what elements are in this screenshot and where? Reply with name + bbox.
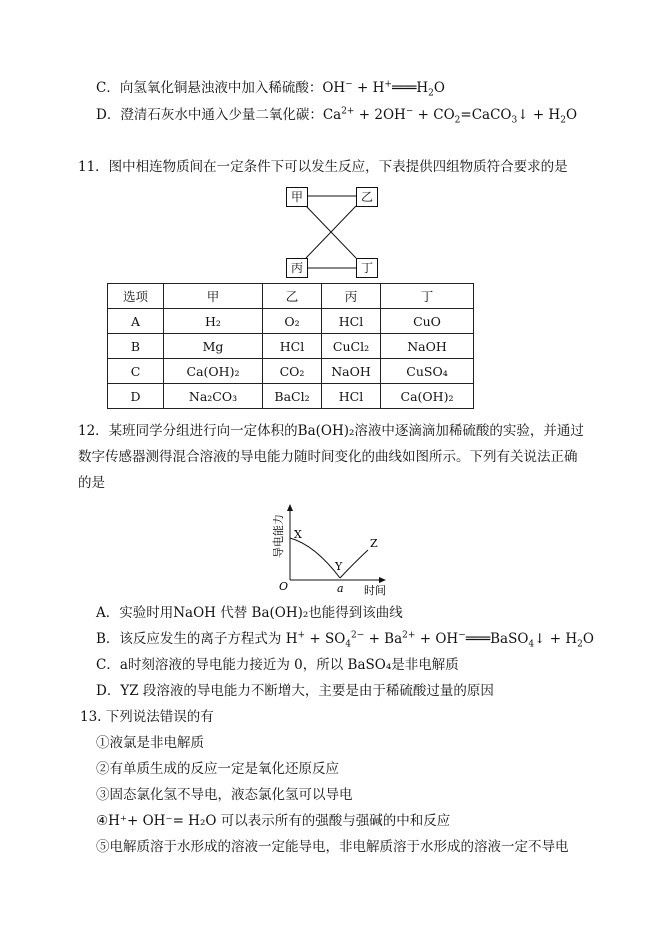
table-row [108, 384, 474, 409]
x-axis-label: 时间 [364, 584, 386, 597]
table-cell: CO₂ [263, 359, 322, 384]
label-z: Z [370, 537, 378, 550]
q11-stem: 11．图中相连物质间在一定条件下可以发生反应，下表提供四组物质符合要求的是 [78, 159, 568, 175]
q13-item-5: ⑤电解质溶于水形成的溶液一定能导电，非电解质溶于水形成的溶液一定不导电 [96, 839, 569, 855]
label-a: a [337, 582, 344, 595]
x-axis-arrow [379, 577, 386, 583]
node-bing: 丙 [286, 258, 308, 278]
table-cell: Ca(OH)₂ [381, 384, 474, 409]
table-cell: Ca(OH)₂ [164, 359, 263, 384]
table-cell: NaOH [381, 334, 474, 359]
q13-stem: 13. 下列说法错误的有 [80, 709, 214, 725]
table-row [108, 309, 474, 334]
table-cell: CuO [381, 309, 474, 334]
table-cell: NaOH [322, 359, 381, 384]
node-jia: 甲 [286, 187, 308, 207]
node-ding: 丁 [356, 258, 378, 278]
table-cell: HCl [322, 309, 381, 334]
node-yi: 乙 [356, 187, 378, 207]
table-cell: BaCl₂ [263, 384, 322, 409]
q10-option-c: C．向氢氧化铜悬浊液中加入稀硫酸：$OH^- + H^+═══H_2O$ [96, 79, 445, 99]
table-row [108, 334, 474, 359]
q13-item-2: ②有单质生成的反应一定是氧化还原反应 [96, 761, 339, 777]
q12-conductivity-graph [260, 500, 410, 600]
label-x: X [294, 528, 302, 541]
q13-item-4: ④H⁺+ OH⁻= H₂O 可以表示所有的强酸与强碱的中和反应 [96, 813, 451, 829]
q12-option-b: B．该反应发生的离子方程式为 $H^+ + SO_4^{2-} + Ba^{2+}$ + OH−═══BaSO$_4$↓ + $H_2O$ [96, 630, 594, 650]
table-cell: D [108, 384, 164, 409]
graph-svg [260, 500, 410, 600]
table-cell: B [108, 334, 164, 359]
q13-item-1: ①液氯是非电解质 [96, 735, 204, 751]
table-header-row [108, 284, 474, 309]
table-header: 丙 [322, 284, 381, 309]
table-cell: A [108, 309, 164, 334]
table-cell: CuCl₂ [322, 334, 381, 359]
curve-xy [290, 538, 340, 578]
y-axis-arrow [287, 504, 293, 511]
table-cell: Na₂CO₃ [164, 384, 263, 409]
q12-stem-line1: 12．某班同学分组进行向一定体积的Ba(OH)₂溶液中逐滴滴加稀硫酸的实验，并通过 [78, 423, 584, 439]
table-header: 甲 [164, 284, 263, 309]
table-cell: C [108, 359, 164, 384]
table-row [108, 359, 474, 384]
curve-yz [340, 550, 368, 578]
table-cell: HCl [263, 334, 322, 359]
q11-options-table [107, 283, 474, 409]
q12-option-d: D．YZ 段溶液的导电能力不断增大，主要是由于稀硫酸过量的原因 [96, 683, 494, 699]
q10-option-d: D．澄清石灰水中通入少量二氧化碳：$Ca^{2+} + 2OH^-$ + $CO_2=CaCO_3↓ + H_2O$ [96, 106, 578, 126]
q12-option-c: C．a时刻溶液的导电能力接近为 0，所以 BaSO₄是非电解质 [96, 657, 459, 673]
q12-stem-line2: 数字传感器测得混合溶液的导电能力随时间变化的曲线如图所示。下列有关说法正确 [78, 449, 578, 465]
table-cell: CuSO₄ [381, 359, 474, 384]
table-cell: H₂ [164, 309, 263, 334]
y-axis-label: 导电能力 [272, 514, 285, 558]
q12-stem-line3: 的是 [78, 475, 105, 491]
table-cell: HCl [322, 384, 381, 409]
label-origin: O [279, 580, 289, 593]
table-header: 选项 [108, 284, 164, 309]
q12-option-a: A．实验时用NaOH 代替 Ba(OH)₂也能得到该曲线 [96, 605, 403, 621]
table-header: 丁 [381, 284, 474, 309]
q11-reaction-diagram [284, 186, 384, 278]
table-cell: O₂ [263, 309, 322, 334]
q13-item-3: ③固态氯化氢不导电，液态氯化氢可以导电 [96, 787, 353, 803]
table-header: 乙 [263, 284, 322, 309]
table-cell: Mg [164, 334, 263, 359]
label-y: Y [335, 560, 343, 573]
